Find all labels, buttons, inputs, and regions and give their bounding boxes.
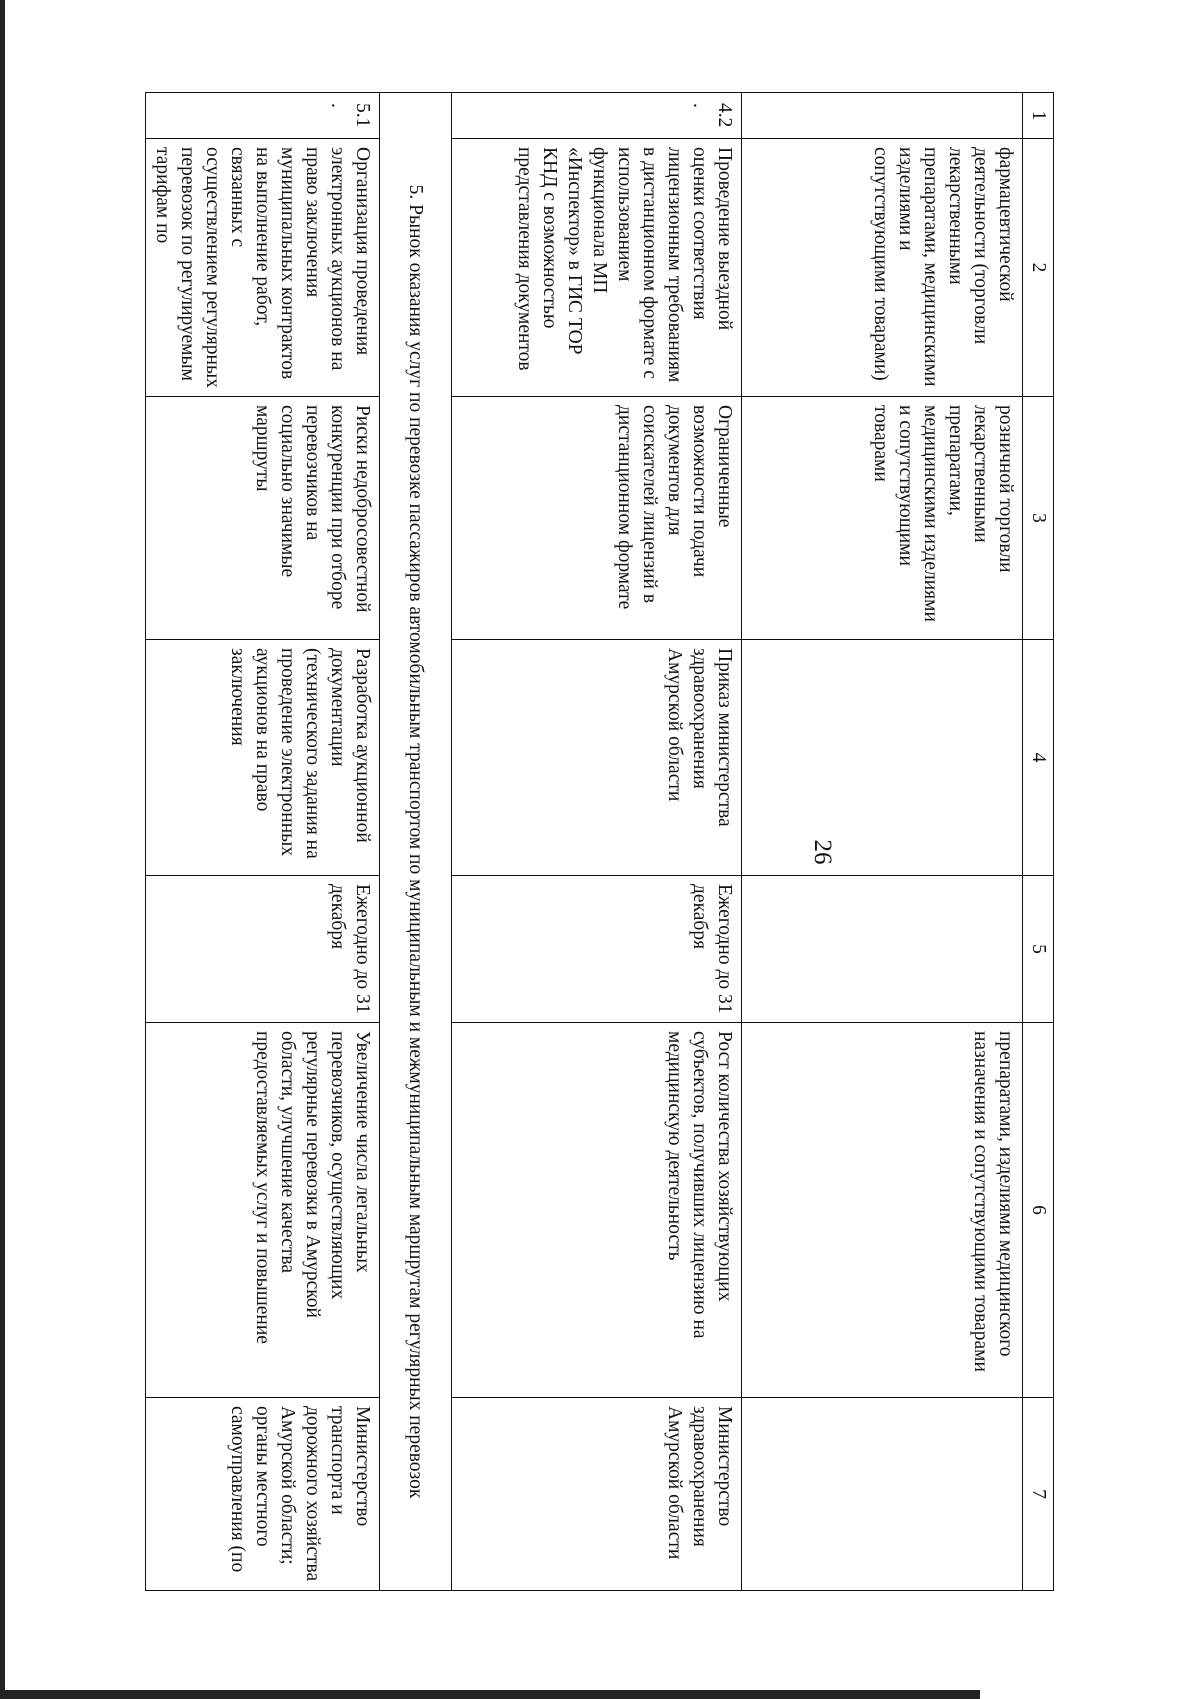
deadline-cell: Ежегодно до 31 декабря xyxy=(452,876,742,1023)
measures-table xyxy=(145,92,1054,1591)
table-row xyxy=(742,93,1023,1591)
measure-cell: фармацевтической деятельности (торговли лекарственными препаратами, медицинскими изделиями и сопутствующими товарами) xyxy=(742,139,1023,397)
header-cell: 4 xyxy=(1023,640,1054,876)
result-cell: Рост количества хозяйствующих субъектов, получивших лицензию на медицинскую деятельность xyxy=(452,1023,742,1398)
problem-cell: Риски недобросовестной конкуренции при отборе перевозчиков на социально значимые маршруты xyxy=(146,397,380,640)
document-cell xyxy=(742,640,1023,876)
page-number: 26 xyxy=(809,839,836,865)
header-cell: 1 xyxy=(1023,93,1054,139)
responsible-cell: Министерство транспорта и дорожного хозяйства Амурской области; органы местного самоуправления (по xyxy=(146,1398,380,1591)
header-cell: 7 xyxy=(1023,1398,1054,1591)
header-cell: 3 xyxy=(1023,397,1054,640)
result-cell: препаратами, изделиями медицинского назначения и сопутствующими товарами xyxy=(742,1023,1023,1398)
measure-cell: Организация проведения электронных аукционов на право заключения муниципальных контрактов на выполнение работ, связанных с осуществлением регулярных перевозок по регулируемым тарифам по xyxy=(146,139,380,397)
row-number-cell: 4.2. xyxy=(452,93,742,139)
table-row xyxy=(452,93,742,1591)
responsible-cell: Министерство здравоохранения Амурской области xyxy=(452,1398,742,1591)
result-cell: Увеличение числа легальных перевозчиков, осуществляющих регулярные перевозки в Амурской области, улучшение качества предоставляемых услуг и повышение xyxy=(146,1023,380,1398)
header-cell: 5 xyxy=(1023,876,1054,1023)
deadline-cell xyxy=(742,876,1023,1023)
document-cell: Разработка аукционной документации (технического задания на проведение электронных аукционов на право заключения xyxy=(146,640,380,876)
problem-cell: Ограниченные возможности подачи документов для соискателей лицензий в дистанционном формате xyxy=(452,397,742,640)
header-cell: 6 xyxy=(1023,1023,1054,1398)
scan-edge-left xyxy=(0,0,5,1699)
section-title: 5. Рынок оказания услуг по перевозке пассажиров автомобильным транспортом по муниципальным и межмуниципальным маршрутам регулярных перевозок xyxy=(380,93,452,1591)
table-row xyxy=(146,93,380,1591)
header-row xyxy=(1023,93,1054,1591)
problem-cell: розничной торговли лекарственными препаратами, медицинскими изделиями и сопутствующими товарами xyxy=(742,397,1023,640)
row-number-cell: 5.1. xyxy=(146,93,380,139)
scan-edge-bottom xyxy=(0,1690,980,1699)
row-number-cell xyxy=(742,93,1023,139)
section-row xyxy=(380,93,452,1591)
measure-cell: Проведение выездной оценки соответствия лицензионным требованиям в дистанционном формате с использованием функционала МП «Инспектор» в ГИС ТОР КНД с возможностью представления документов xyxy=(452,139,742,397)
header-cell: 2 xyxy=(1023,139,1054,397)
document-cell: Приказ министерства здравоохранения Амурской области xyxy=(452,640,742,876)
responsible-cell xyxy=(742,1398,1023,1591)
rotated-table-container xyxy=(152,92,1054,1590)
deadline-cell: Ежегодно до 31 декабря xyxy=(146,876,380,1023)
